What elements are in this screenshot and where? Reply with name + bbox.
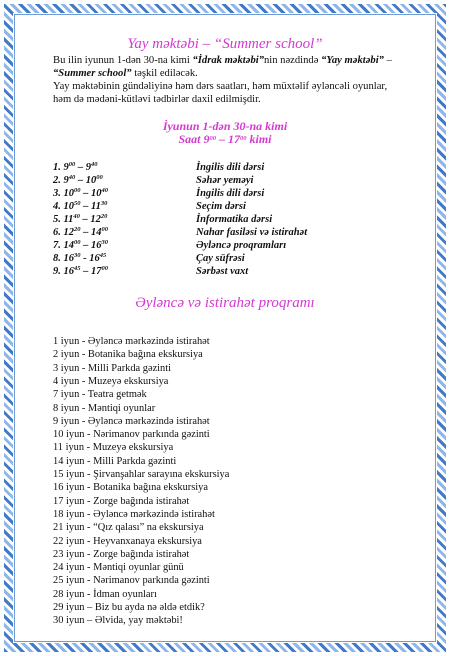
schedule-time <box>53 240 108 251</box>
program-item: 1 iyun - Əyləncə mərkəzində istirahət <box>53 336 210 347</box>
schedule-subject: İnformatika dərsi <box>196 214 273 225</box>
time-hours: 5. 11 <box>53 214 74 225</box>
program-item: 15 iyun - Şirvanşahlar sarayına ekskursiya <box>53 469 230 480</box>
program-item: 30 iyun – Əlvida, yay məktəbi! <box>53 615 183 627</box>
intro-line-3: Yay məktəbinin gündəliyinə həm dərs saatları, həm müxtəlif əyləncəli oyunlar, <box>53 81 388 92</box>
program-item: 10 iyun - Nərimanov parkında gəzinti <box>53 429 210 441</box>
schedule-subject: İngilis dili dərsi <box>196 162 265 173</box>
intro-text: nin nəzdində <box>264 55 322 66</box>
schedule-time <box>53 266 108 277</box>
time-hours: – 14 <box>80 227 102 238</box>
time-minutes: 00 <box>68 161 76 168</box>
program-item: 7 iyun - Teatra getmək <box>53 389 147 401</box>
time-minutes: 20 <box>100 213 108 220</box>
schedule-subject: Əyləncə proqramları <box>196 240 287 251</box>
time-hours: – 12 <box>79 214 101 225</box>
program-item: 11 iyun - Muzeyə ekskursiya <box>53 442 174 454</box>
time-hours: 1. 9 <box>53 162 69 173</box>
program-item: 21 iyun - “Qız qalası” na ekskursiya <box>53 522 204 534</box>
program-item: 14 iyun - Milli Parkda gəzinti <box>53 455 177 467</box>
time-minutes: 30 <box>100 200 108 207</box>
time-hours: – 11 <box>80 201 101 212</box>
program-item: 2 iyun - Botanika bağına ekskursiya <box>53 349 203 361</box>
program-item: 17 iyun - Zorge bağında istirahət <box>53 495 190 507</box>
program-item: 24 iyun - Məntiqi oyunlar günü <box>53 562 184 574</box>
time-hours: 4. 10 <box>53 201 74 212</box>
intro-text: – <box>383 55 392 66</box>
program-item: 25 iyun - Nərimanov parkında gəzinti <box>53 575 210 587</box>
schedule-subject: İngilis dili dərsi <box>196 188 265 199</box>
time-minutes: 00 <box>101 265 108 272</box>
schedule-time <box>53 253 106 264</box>
schedule-header-dates: İyunun 1-dən 30-na kimi <box>162 119 288 133</box>
intro-bold-text: “Yay məktəbi” <box>321 55 384 66</box>
schedule-time <box>53 201 107 212</box>
program-item: 16 iyun - Botanika bağına ekskursiya <box>53 482 208 494</box>
time-hours: 7. 14 <box>53 240 74 251</box>
time-minutes: 00 <box>74 239 81 246</box>
time-hours: 6. 12 <box>53 227 74 238</box>
intro-line-1 <box>53 54 423 67</box>
time-minutes: 40 <box>101 187 108 194</box>
program-item: 23 iyun - Zorge bağında istirahət <box>53 548 190 560</box>
intro-paragraph <box>53 54 423 106</box>
program-item: 9 iyun - Əyləncə mərkəzində istirahət <box>53 415 210 427</box>
time-hours: – 10 <box>75 175 97 186</box>
time-minutes: 00 <box>101 226 108 233</box>
hours-text: – 17 <box>216 132 240 146</box>
page-title: Yay məktəbi – “Summer school” <box>127 36 323 52</box>
time-minutes: 30 <box>101 239 108 246</box>
time-minutes: 50 <box>74 200 81 207</box>
time-hours: 8. 16 <box>53 253 74 264</box>
program-item: 3 iyun - Milli Parkda gəzinti <box>53 362 172 374</box>
schedule-subject: Nahar fasiləsi və istirahət <box>196 227 308 238</box>
schedule-subject: Sərbəst vaxt <box>196 266 249 277</box>
schedule-time <box>53 214 107 225</box>
intro-line-4: həm də mədəni-kütləvi tədbirlər daxil edilmişdir. <box>53 94 261 105</box>
program-item: 4 iyun - Muzeyə ekskursiya <box>53 375 169 387</box>
hours-text: Saat 9 <box>178 132 210 146</box>
program-item: 18 iyun - Əyləncə mərkəzində istirahət <box>53 508 215 520</box>
time-minutes: 40 <box>73 213 80 220</box>
time-hours: – 10 <box>80 188 102 199</box>
intro-line-2 <box>53 67 423 80</box>
time-hours: 2. 9 <box>53 175 69 186</box>
schedule-subject: Çay süfrəsi <box>196 253 245 264</box>
program-item: 29 iyun – Biz bu ayda nə əldə etdik? <box>53 602 205 613</box>
time-minutes: 40 <box>91 161 98 168</box>
program-item: 28 iyun - İdman oyunları <box>53 588 157 600</box>
time-minutes: 45 <box>74 265 81 272</box>
intro-bold-text: “Summer school” <box>53 68 132 79</box>
schedule-subject: Seçim dərsi <box>196 201 246 212</box>
intro-text: Bu ilin iyunun 1-dən 30-na kimi <box>53 55 193 66</box>
hours-text: kimi <box>246 132 272 146</box>
schedule-time <box>53 227 108 238</box>
schedule-header-hours <box>0 133 450 146</box>
time-minutes: 00 <box>74 187 81 194</box>
time-hours: – 9 <box>75 162 91 173</box>
time-hours: – 17 <box>80 266 102 277</box>
schedule-time <box>53 162 98 173</box>
time-hours: 9. 16 <box>53 266 74 277</box>
time-minutes: 40 <box>68 174 76 181</box>
time-minutes: 20 <box>74 226 81 233</box>
intro-text: təşkil ediləcək. <box>131 68 198 79</box>
program-title: Əyləncə və istirahət proqramı <box>135 295 315 311</box>
hours-sup: 00 <box>209 135 216 142</box>
intro-bold-text: “İdrak məktəbi” <box>192 55 264 66</box>
time-minutes: 00 <box>96 174 103 181</box>
time-minutes: 30 <box>74 252 81 259</box>
schedule-time <box>53 175 103 186</box>
time-minutes: 45 <box>99 252 107 259</box>
time-hours: – 16 <box>80 240 102 251</box>
time-hours: 3. 10 <box>53 188 74 199</box>
program-item: 22 iyun - Heyvanxanaya ekskursiya <box>53 535 202 547</box>
schedule-subject: Səhər yeməyi <box>196 175 254 186</box>
schedule-time <box>53 188 108 199</box>
hours-sup: 00 <box>240 135 247 142</box>
program-item: 8 iyun - Məntiqi oyunlar <box>53 402 156 414</box>
time-hours: - 16 <box>80 253 100 264</box>
